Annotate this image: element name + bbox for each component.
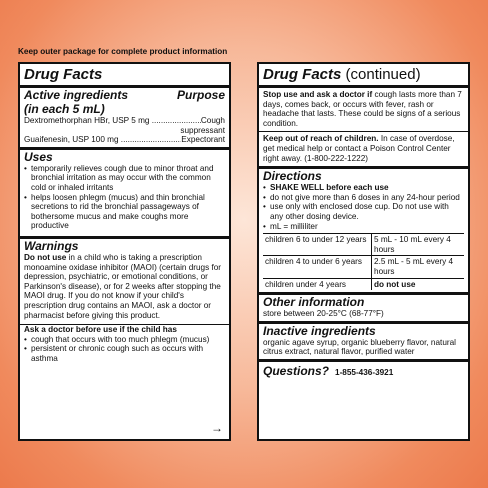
other-information-heading: Other information (263, 295, 365, 310)
dose-amount: 2.5 mL - 5 mL every 4 hours (372, 256, 464, 278)
uses-item: • temporarily relieves cough due to minor throat and bronchial irritation as may occur with the common cold or inhaled irritants (24, 163, 214, 192)
divider (259, 85, 468, 88)
directions-item: • do not give more than 6 doses in any 24-hour period (263, 192, 460, 202)
drug-facts-title: Drug Facts (24, 66, 103, 83)
ask-doctor-item: • cough that occurs with too much phlegm (mucus) (24, 334, 210, 344)
uses-item: • helps loosen phlegm (mucus) and thin bronchial secretions to rid the bronchial passageways of bothersome mucus and make coughs more productive (24, 192, 205, 231)
ingredient-name: Dextromethorphan HBr, USP 5 mg ..... (24, 116, 201, 126)
divider (259, 359, 468, 362)
ingredient-purpose-line2: suppressant (180, 125, 225, 135)
stop-use-text: Stop use and ask a doctor if cough lasts more than 7 days, comes back, or occurs with fever, rash or headache that lasts. These could be signs of a serious condition. (263, 90, 462, 128)
inactive-ingredients-heading: Inactive ingredients (263, 323, 376, 338)
active-ingredients-subheading: (in each 5 mL) (24, 102, 105, 116)
table-row (263, 234, 464, 256)
continue-arrow-icon: → (211, 421, 223, 435)
drug-facts-panel-right (257, 62, 470, 441)
dose-amount: do not use (372, 278, 464, 290)
active-ingredients-header (24, 88, 225, 116)
questions-heading: Questions? (263, 363, 330, 378)
directions-heading: Directions (263, 169, 322, 184)
drug-facts-continued-title: Drug Facts (continued) (263, 66, 421, 83)
dose-age: children under 4 years (263, 278, 372, 290)
ingredient-row (24, 116, 225, 126)
questions-row (263, 364, 464, 378)
dose-age: children 4 to under 6 years (263, 256, 372, 278)
other-information-text: store between 20-25°C (68-77°F) (263, 309, 384, 319)
inactive-ingredients-text: organic agave syrup, organic blueberry flavor, natural citrus extract, natural flavor, purified water (263, 337, 456, 357)
dose-age: children 6 to under 12 years (263, 234, 372, 256)
directions-item: • SHAKE WELL before each use (263, 183, 389, 193)
uses-heading: Uses (24, 149, 53, 164)
purpose-heading: Purpose (176, 88, 225, 102)
dosage-table (263, 233, 464, 290)
directions-item: • use only with enclosed dose cup. Do not use with any other dosing device. (263, 202, 449, 221)
do-not-use-text: Do not use in a child who is taking a prescription monoamine oxidase inhibitor (MAOI) (certain drugs for depression, psychiatric, or emotional conditions, or Parkinson's disease), or for 2 weeks after stopping the MAOI drug. If you do not know if your child's prescription drug contains an MAOI, ask a doctor or pharmacist before giving this product. (24, 252, 222, 320)
ask-doctor-item: • persistent or chronic cough such as occurs with asthma (24, 344, 204, 363)
warnings-heading: Warnings (24, 238, 79, 253)
table-row (263, 256, 464, 278)
divider (259, 131, 468, 132)
drug-facts-panel-left (18, 62, 231, 441)
dose-amount: 5 mL - 10 mL every 4 hours (372, 234, 464, 256)
package-banner: Keep outer package for complete product information (18, 47, 228, 56)
directions-item: • mL = milliliter (263, 221, 318, 231)
keep-out-of-reach-text: Keep out of reach of children. In case of overdose, get medical help or contact a Poison Control Center right away. (1-800-222-1222) (263, 134, 455, 163)
ingredient-row (24, 135, 225, 145)
ask-doctor-heading: Ask a doctor before use if the child has (24, 325, 177, 335)
questions-phone: 1-855-436-3921 (335, 367, 394, 377)
ingredient-name: Guaifenesin, USP 100 mg ..... (24, 135, 181, 145)
active-ingredients-heading: Active ingredients (24, 88, 129, 102)
table-row (263, 278, 464, 290)
ingredient-purpose: Expectorant (181, 135, 225, 145)
ingredient-purpose: Cough (200, 116, 225, 125)
